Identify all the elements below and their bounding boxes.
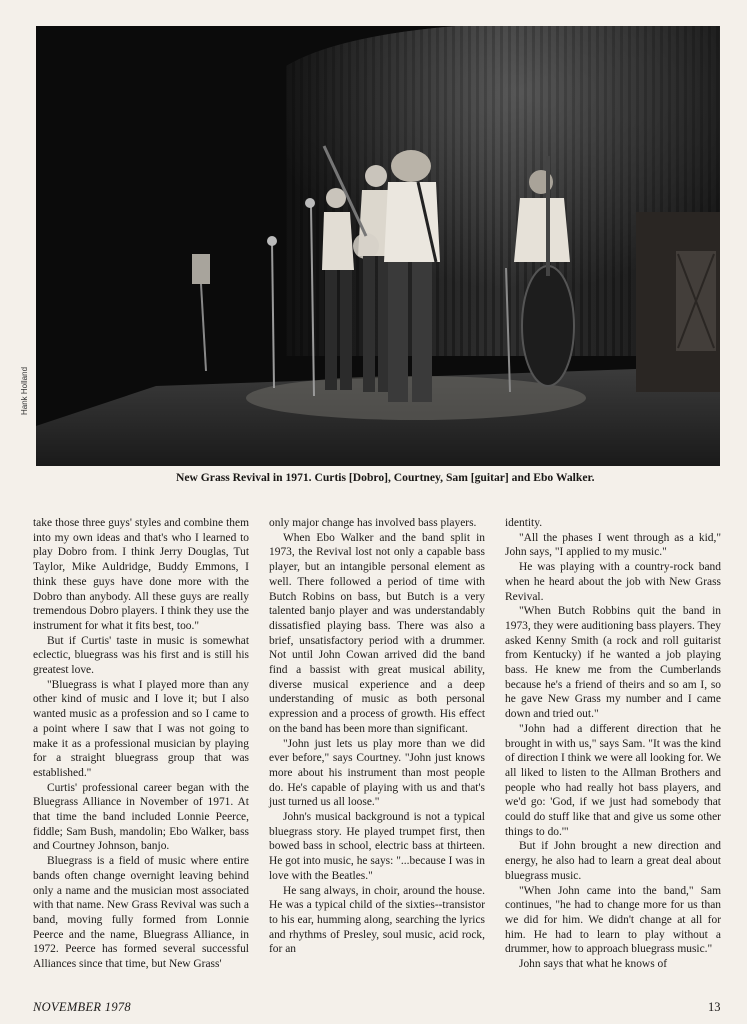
article-paragraph: Curtis' professional career began with the Bluegrass Alliance in November of 1971. At that time the band included Lonnie Peerce, fiddle; Sam Bush, mandolin; Ebo Walker, bass and Courtney Johnson, banjo. xyxy=(33,781,249,853)
article-column-3 xyxy=(505,516,721,972)
article-paragraph: identity. xyxy=(505,517,543,529)
article-paragraph: only major change has involved bass players. xyxy=(269,517,477,529)
article-paragraph: "John just lets us play more than we did ever before," says Courtney. "John just knows more about his instrument than most people do. He's capable of playing with us and that's just turned us all loose." xyxy=(269,737,485,809)
upright-bass xyxy=(522,266,574,386)
article-paragraph: "Bluegrass is what I played more than any other kind of music and I love it; but I also wanted music as a profession and so I came to a point where I saw that I was not going to make it as a professional musician by playing for a straight bluegrass group that was established." xyxy=(33,678,249,779)
article-paragraph: Bluegrass is a field of music where entire bands often change overnight leaving behind only a name and the musician most associated with that name. New Grass Revival was such a band, moving fully formed from Lonnie Peerce and the name, Bluegrass Alliance, in 1972. Peerce has formed several successful Alliances since that time, but New Grass' xyxy=(33,855,249,971)
page-number: 13 xyxy=(708,1000,721,1014)
article-paragraph: take those three guys' styles and combine them into my own ideas and that's who I learned to play Dobro from. I think Jerry Douglas, Tut Taylor, Mike Auldridge, Buddy Emmons, I think these guys have done more with the Dobro than anybody. All these guys are really tremendous Dobro players. I think they use the instrument for what it fits best, too." xyxy=(33,517,249,632)
article-column-2 xyxy=(269,516,485,957)
photo-credit: Hank Holland xyxy=(20,366,29,415)
article-paragraph: John says that what he knows of xyxy=(519,958,668,971)
musician-curtis xyxy=(326,188,346,208)
stage-lamp xyxy=(192,254,210,284)
article-paragraph: When Ebo Walker and the band split in 1973, the Revival lost not only a capable bass player, but an intangible personal element as well. There followed a period of time with Butch Robins on bass, but Butch is a very talented banjo player and was understandably dissatisfied playing bass. There was also a brief, unsatisfactory period with a drummer. Not until John Cowan arrived did the band find a bassist with great musical ability, diverse musical experience and a deep understanding of music as both personal expression and a process of growth. His effect on the band has been more than significant. xyxy=(269,531,485,735)
stage-photo-illustration xyxy=(36,26,720,466)
article-paragraph: But if John brought a new direction and energy, he also had to learn a great deal about bluegrass music. xyxy=(505,840,721,882)
article-paragraph: But if Curtis' taste in music is somewhat eclectic, bluegrass was his first and is still his greatest love. xyxy=(33,634,249,677)
musician-sam xyxy=(391,150,431,182)
band-photo xyxy=(36,26,720,466)
article-paragraph: He sang always, in choir, around the house. He was a typical child of the sixties--transistor to his ear, humming along, searching the lyrics and rhythms of Presley, soul music, acid rock, for an xyxy=(269,884,485,956)
article-paragraph: "John had a different direction that he brought in with us," says Sam. "It was the kind of direction I think we were all looking for. We all liked to listen to the Allman Brothers and people who had really hot bass players, and we'd go: 'God, if we just had somebody that could do stuff like that and give us some other things to do.'" xyxy=(505,722,721,838)
photo-caption: New Grass Revival in 1971. Curtis [Dobro], Courtney, Sam [guitar] and Ebo Walker. xyxy=(176,471,595,484)
article-paragraph: "When John came into the band," Sam continues, "he had to change more for us than we did for him. We didn't change at all for him. He had to learn to play without a drummer, how to approach bluegrass music." xyxy=(505,884,721,956)
article-paragraph: "When Butch Robbins quit the band in 1973, they were auditioning bass players. They asked Kenny Smith (a rock and roll guitarist from Kentucky) if he wanted a job playing bass. He knew me from the Cumberlands because he's a friend of theirs and so am I, so he gave New Grass my number and I came down and tried out." xyxy=(505,605,721,721)
musician-courtney xyxy=(365,165,387,187)
article-column-1 xyxy=(33,516,249,972)
article-paragraph: He was playing with a country-rock band when he heard about the job with New Grass Revival. xyxy=(505,561,721,603)
article-paragraph: John's musical background is not a typical bluegrass story. He played trumpet first, then bowed bass in school, electric bass at thirteen. He got into music, he says: "...because I was in love with the Beatles." xyxy=(269,811,485,882)
issue-date: NOVEMBER 1978 xyxy=(33,1000,131,1014)
article-paragraph: "All the phases I went through as a kid," John says, "I applied to my music." xyxy=(505,531,721,559)
